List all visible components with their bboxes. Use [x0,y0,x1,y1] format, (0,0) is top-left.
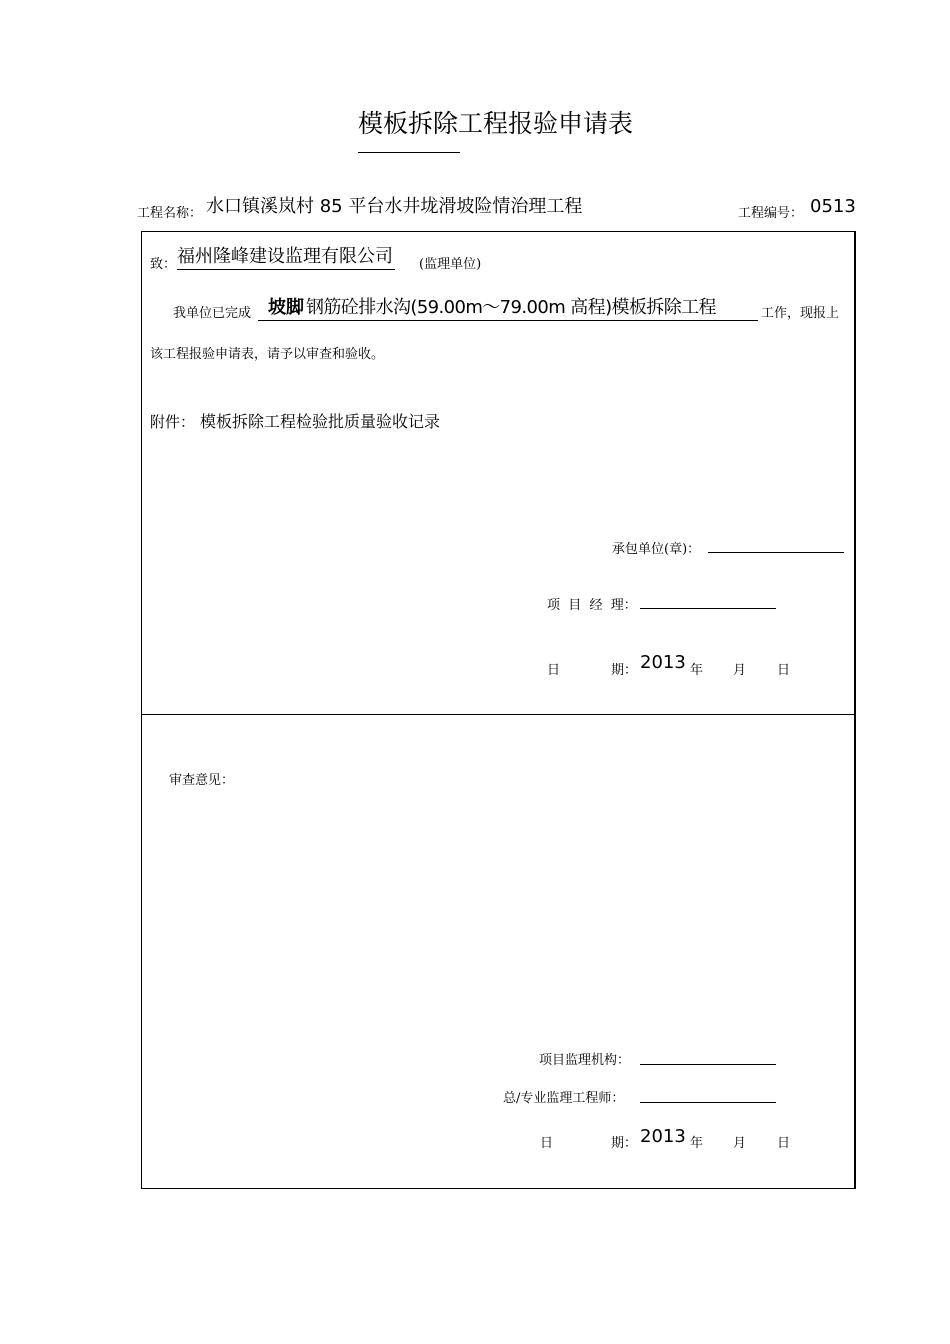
page-title [358,108,633,140]
engineer-signature-line[interactable] [640,1102,776,1103]
body-line2: 该工程报验申请表，请予以审查和验收。 [150,347,385,362]
year-value-2: 2013 [640,1126,686,1147]
year-value: 2013 [640,652,686,673]
body-suffix: 工作，现报上 [761,306,840,321]
title-rest: 工程报验申请表 [458,109,634,138]
date-day-label: 日 [547,663,561,678]
opinion-label: 审查意见： [169,773,235,788]
attachment-label: 附件： [150,413,196,431]
manager-signature-line[interactable] [640,608,776,609]
project-name-label: 工程名称： [137,206,203,221]
work-rest: 钢筋砼排水沟(59.00m～79.00m 高程)模板拆除工程 [306,297,716,318]
to-suffix: (监理单位) [419,257,482,272]
project-code-label: 工程编号： [738,206,804,221]
date-day-label-2: 日 [540,1136,554,1151]
supervision-org-label: 项目监理机构： [539,1053,631,1068]
form-box-right-double [855,231,856,1189]
date-label: 期： [611,663,638,678]
day-label-2: 日 [777,1136,791,1151]
date-label-2: 期： [611,1136,638,1151]
year-label: 年 [690,663,704,678]
title-main: 模板拆除 [358,109,459,138]
section-divider [141,714,855,715]
attachment: 模板拆除工程检验批质量验收记录 [200,412,441,431]
day-label: 日 [777,663,791,678]
form-box [141,231,855,1189]
work-bold: 坡脚 [268,297,304,318]
to-label: 致： [150,257,177,272]
body-prefix: 我单位已完成 [173,306,252,321]
title-underline [358,152,460,153]
work-description [258,296,758,321]
project-name: 水口镇溪岚村 85 平台水井垅滑坡险情治理工程 [206,196,583,217]
contractor-signature-line[interactable] [708,552,844,553]
month-label-2: 月 [733,1136,747,1151]
month-label: 月 [733,663,747,678]
project-code: 0513 [810,196,856,217]
contractor-label: 承包单位(章)： [612,542,701,557]
manager-label: 项 目 经 理： [547,598,637,613]
year-label-2: 年 [690,1136,704,1151]
to-org: 福州隆峰建设监理有限公司 [177,245,395,270]
form-box-bottom-double [141,1188,856,1189]
supervision-org-signature-line[interactable] [640,1064,776,1065]
engineer-label: 总/专业监理工程师： [503,1091,625,1106]
